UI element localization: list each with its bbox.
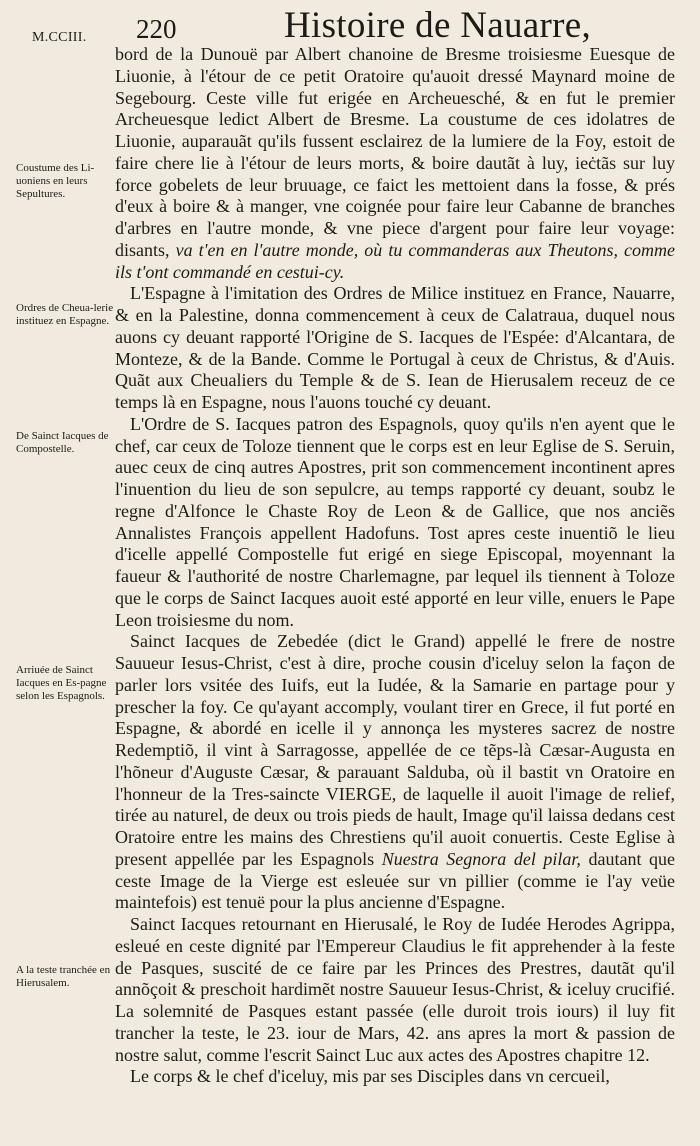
main-text bbox=[115, 44, 675, 1088]
italic-quote: Nuestra Segnora del pilar, bbox=[381, 848, 581, 869]
paragraph: Le corps & le chef d'iceluy, mis par ses Disciples dans vn cercueil, bbox=[130, 1066, 610, 1087]
paragraph: L'Ordre de S. Iacques patron des Espagnols, quoy qu'ils n'en ayent que le chef, car ceux de Toloze tiennent que le corps est en leur Eglise de S. Seruin, auec ceux de cinq autres Apostres, prit son commencement incontinent apres l'inuention du lieu de son sepulcre, au temps rapporté cy deuant, soubz le regne d'Alfonce le Chaste Roy de Leon & de Gallice, que nos anciẽs Annalistes François appellent Hadofuns. Tost apres ceste inuentiõ le lieu d'icelle appellé Compostelle fut erigé en siege Episcopal, moyennant la faueur & l'authorité de nostre Charlemagne, par lequel ils tiennent à Toloze que le corps de Sainct Iacques auoit esté apporté en leur ville, enuers le Pape Leon troisiesme du nom. bbox=[115, 413, 675, 630]
paragraph: Sainct Iacques de Zebedée (dict le Grand) appellé le frere de nostre Sauueur Iesus-Christ, c'est à dire, proche cousin d'iceluy selon la façon de parler lors vsitée des Iuifs, eut la Iudée, & la Samarie en partage pour y prescher la foy. Ce qu'ayant accomply, voulant tirer en Grece, il fut porté en Espagne, & abordé en icelle il y annonça les mysteres sacrez de nostre Redemptiõ, il vint à Sarragosse, appellée de ce tẽps-là Cæsar-Augusta en l'hõneur d'Auguste Cæsar, & parauant Salduba, où il bastit vn Oratoire en l'honneur de la Tres-saincte VIERGE, de laquelle il auoit l'image de relief, tirée au naturel, de deux ou trois pieds de hault, Image qu'il laissa dedans cest Oratoire entre les mains des Chrestiens qu'il auoit conuertis. Ceste Eglise à present appellée par les Espagnols Nuestra Segnora del pilar, dautant que ceste Image de la Vierge est esleuée sur vn pillier (comme ie l'ay veüe maintefois) est tenuë pour la plus ancienne d'Espagne. bbox=[115, 631, 675, 913]
margin-note: Arriuée de Sainct Iacques en Es-pagne selon les Espagnols. bbox=[16, 664, 107, 702]
running-title: Histoire de Nauarre, bbox=[284, 5, 592, 46]
margin-note: De Sainct Iacques de Compostelle. bbox=[16, 430, 109, 455]
year-header: M.CCIII. bbox=[32, 30, 87, 45]
margin-note: Ordres de Cheua-lerie instituez en Espagne. bbox=[16, 302, 114, 327]
italic-quote: va t'en en l'autre monde, où tu commanderas aux Theutons, comme ils t'ont commandé en cestui-cy. bbox=[115, 239, 676, 282]
paragraph: Sainct Iacques retournant en Hierusalé, le Roy de Iudée Herodes Agrippa, esleué en ceste dignité par l'Empereur Claudius le fit apprehender à la feste de Pasques, suscité de ce faire par les Princes des Prestres, dautãt qu'il annõçoit & preschoit hardimẽt nostre Sauueur Iesus-Christ, & iceluy crucifié. La solemnité de Pasques estant passée (elle duroit trois iours) il luy fit trancher la teste, le 23. iour de Mars, 42. ans apres la mort & passion de nostre salut, comme l'escrit Sainct Luc aux actes des Apostres chapitre 12. bbox=[115, 914, 675, 1065]
margin-note: A la teste tranchée en Hierusalem. bbox=[16, 964, 111, 989]
paragraph: L'Espagne à l'imitation des Ordres de Milice instituez en France, Nauarre, & en la Palestine, donna commencement à ceux de Calatraua, duquel nous auons cy deuant rapporté l'Origine de S. Iacques de l'Espée: d'Alcantara, de Monteze, & de la Bande. Comme le Portugal à ceux de Christus, & d'Auis. Quãt aux Cheualiers du Temple & de S. Iean de Hierusalem receuz de ce temps là en Espagne, nous l'auons touché cy deuant. bbox=[115, 283, 675, 412]
page-number: 220 bbox=[136, 14, 177, 44]
margin-note: Coustume des Li-uoniens en leurs Sepultures. bbox=[16, 162, 95, 200]
paragraph: bord de la Dunouë par Albert chanoine de Bresme troisiesme Euesque de Liuonie, à l'étour de ce petit Oratoire qu'auoit dressé Maynard moine de Segebourg. Ceste ville fut erigée en Archeuesché, & en fut le premier Archeuesque ledict Albert de Bresme. La coustume de ces idolatres de Liuonie, auparauãt qu'ils fussent esclairez de la lumiere de la Foy, estoit de faire chere lie à l'étour de leurs morts, & boire dautãt à luy, ieċtãs sur luy force gobelets de leur bruuage, ce faict les mettoient dans la fosse, & prés d'eux à boire & à manger, vne coignée pour faire leur Cabanne de branches d'arbres en l'autre monde, & vne piece d'argent pour faire leur voyage: disants, va t'en en l'autre monde, où tu commanderas aux Theutons, comme ils t'ont commandé en cestui-cy. bbox=[115, 44, 676, 282]
